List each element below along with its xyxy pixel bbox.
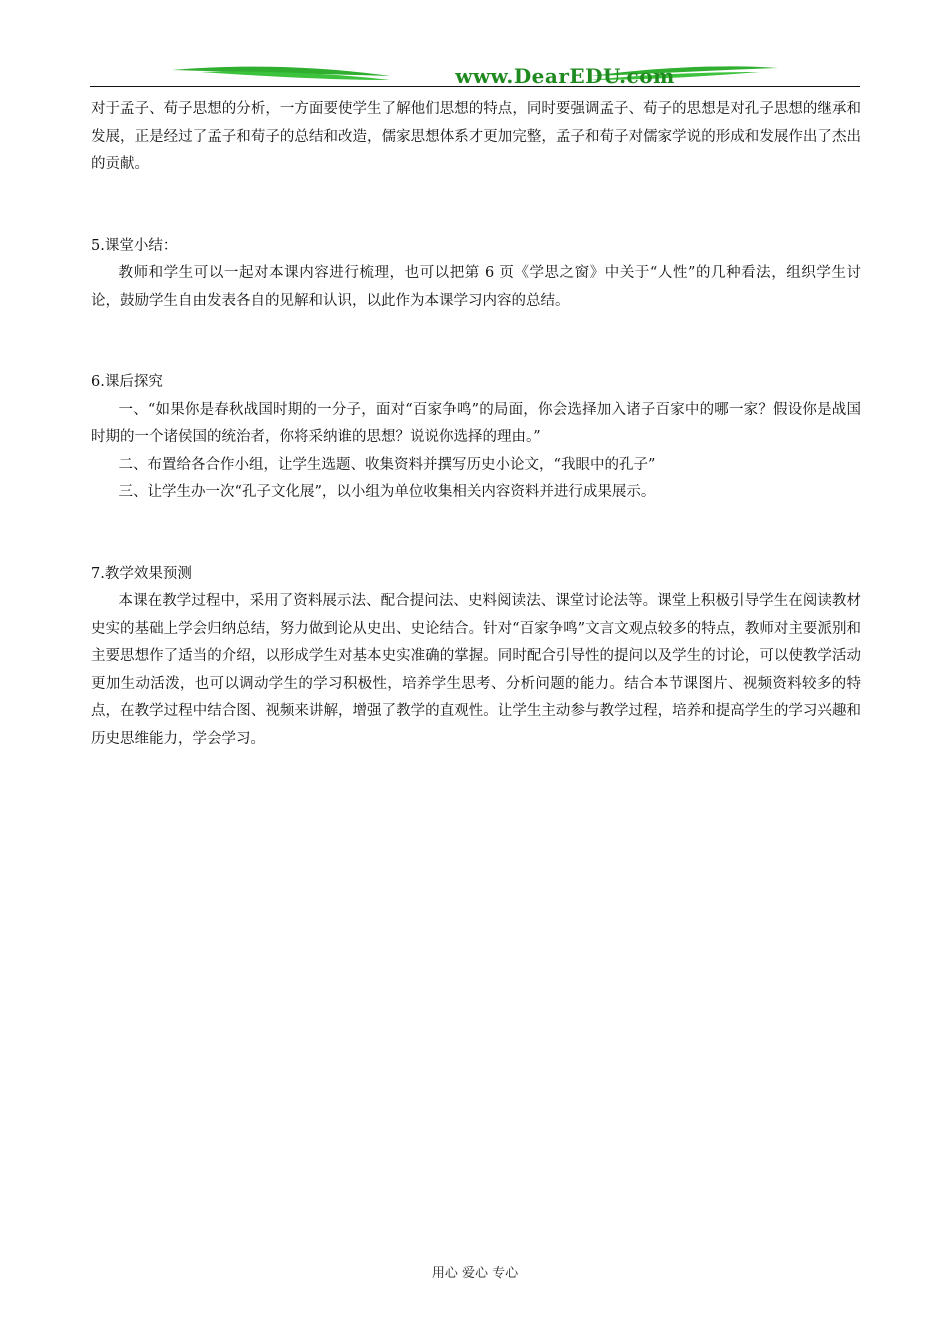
document-body bbox=[91, 96, 861, 753]
section-6-title: 6.课后探究 bbox=[91, 374, 163, 390]
section-6-item-2: 二、布置给各合作小组，让学生选题、收集资料并撰写历史小论文，“我眼中的孔子” bbox=[118, 456, 656, 473]
section-5-body: 教师和学生可以一起对本课内容进行梳理，也可以把第 6 页《学思之窗》中关于“人性”的几种看法，组织学生讨论，鼓励学生自由发表各自的见解和认识，以此作为本课学习内容的总结。 bbox=[91, 265, 861, 309]
page-footer: 用心 爱心 专心 bbox=[431, 1266, 519, 1281]
section-6-item-1: 一、“如果你是春秋战国时期的一分子，面对“百家争鸣”的局面，你会选择加入诸子百家中的哪一家？假设你是战国时期的一个诸侯国的统治者，你将采纳谁的思想？说说你选择的理由。” bbox=[91, 401, 861, 445]
intro-paragraph: 对于孟子、荀子思想的分析，一方面要使学生了解他们思想的特点，同时要强调孟子、荀子的思想是对孔子思想的继承和发展，正是经过了孟子和荀子的总结和改造，儒家思想体系才更加完整，孟子和荀子对儒家学说的形成和发展作出了杰出的贡献。 bbox=[91, 101, 861, 172]
spacer bbox=[91, 507, 861, 561]
section-6-item-3: 三、让学生办一次“孔子文化展”，以小组为单位收集相关内容资料并进行成果展示。 bbox=[118, 484, 656, 500]
spacer bbox=[91, 315, 861, 369]
spacer bbox=[91, 179, 861, 233]
section-5-title: 5.课堂小结： bbox=[91, 237, 178, 254]
section-7-body: 本课在教学过程中，采用了资料展示法、配合提问法、史料阅读法、课堂讨论法等。课堂上积极引导学生在阅读教材史实的基础上学会归纳总结，努力做到论从史出、史论结合。针对“百家争鸣”文言文观点较多的特点，教师对主要派别和主要思想作了适当的介绍，以形成学生对基本史实准确的掌握。同时配合引导性的提问以及学生的讨论，可以使教学活动更加生动活泼，也可以调动学生的学习积极性，培养学生思考、分析问题的能力。结合本节课图片、视频资料较多的特点，在教学过程中结合图、视频来讲解，增强了教学的直观性。让学生主动参与教学过程，培养和提高学生的学习兴趣和历史思维能力，学会学习。 bbox=[91, 593, 861, 747]
header-rule bbox=[90, 86, 860, 87]
section-7-title: 7.教学效果预测 bbox=[91, 565, 192, 582]
site-logo[interactable]: www.DearEDU.com bbox=[455, 64, 675, 88]
